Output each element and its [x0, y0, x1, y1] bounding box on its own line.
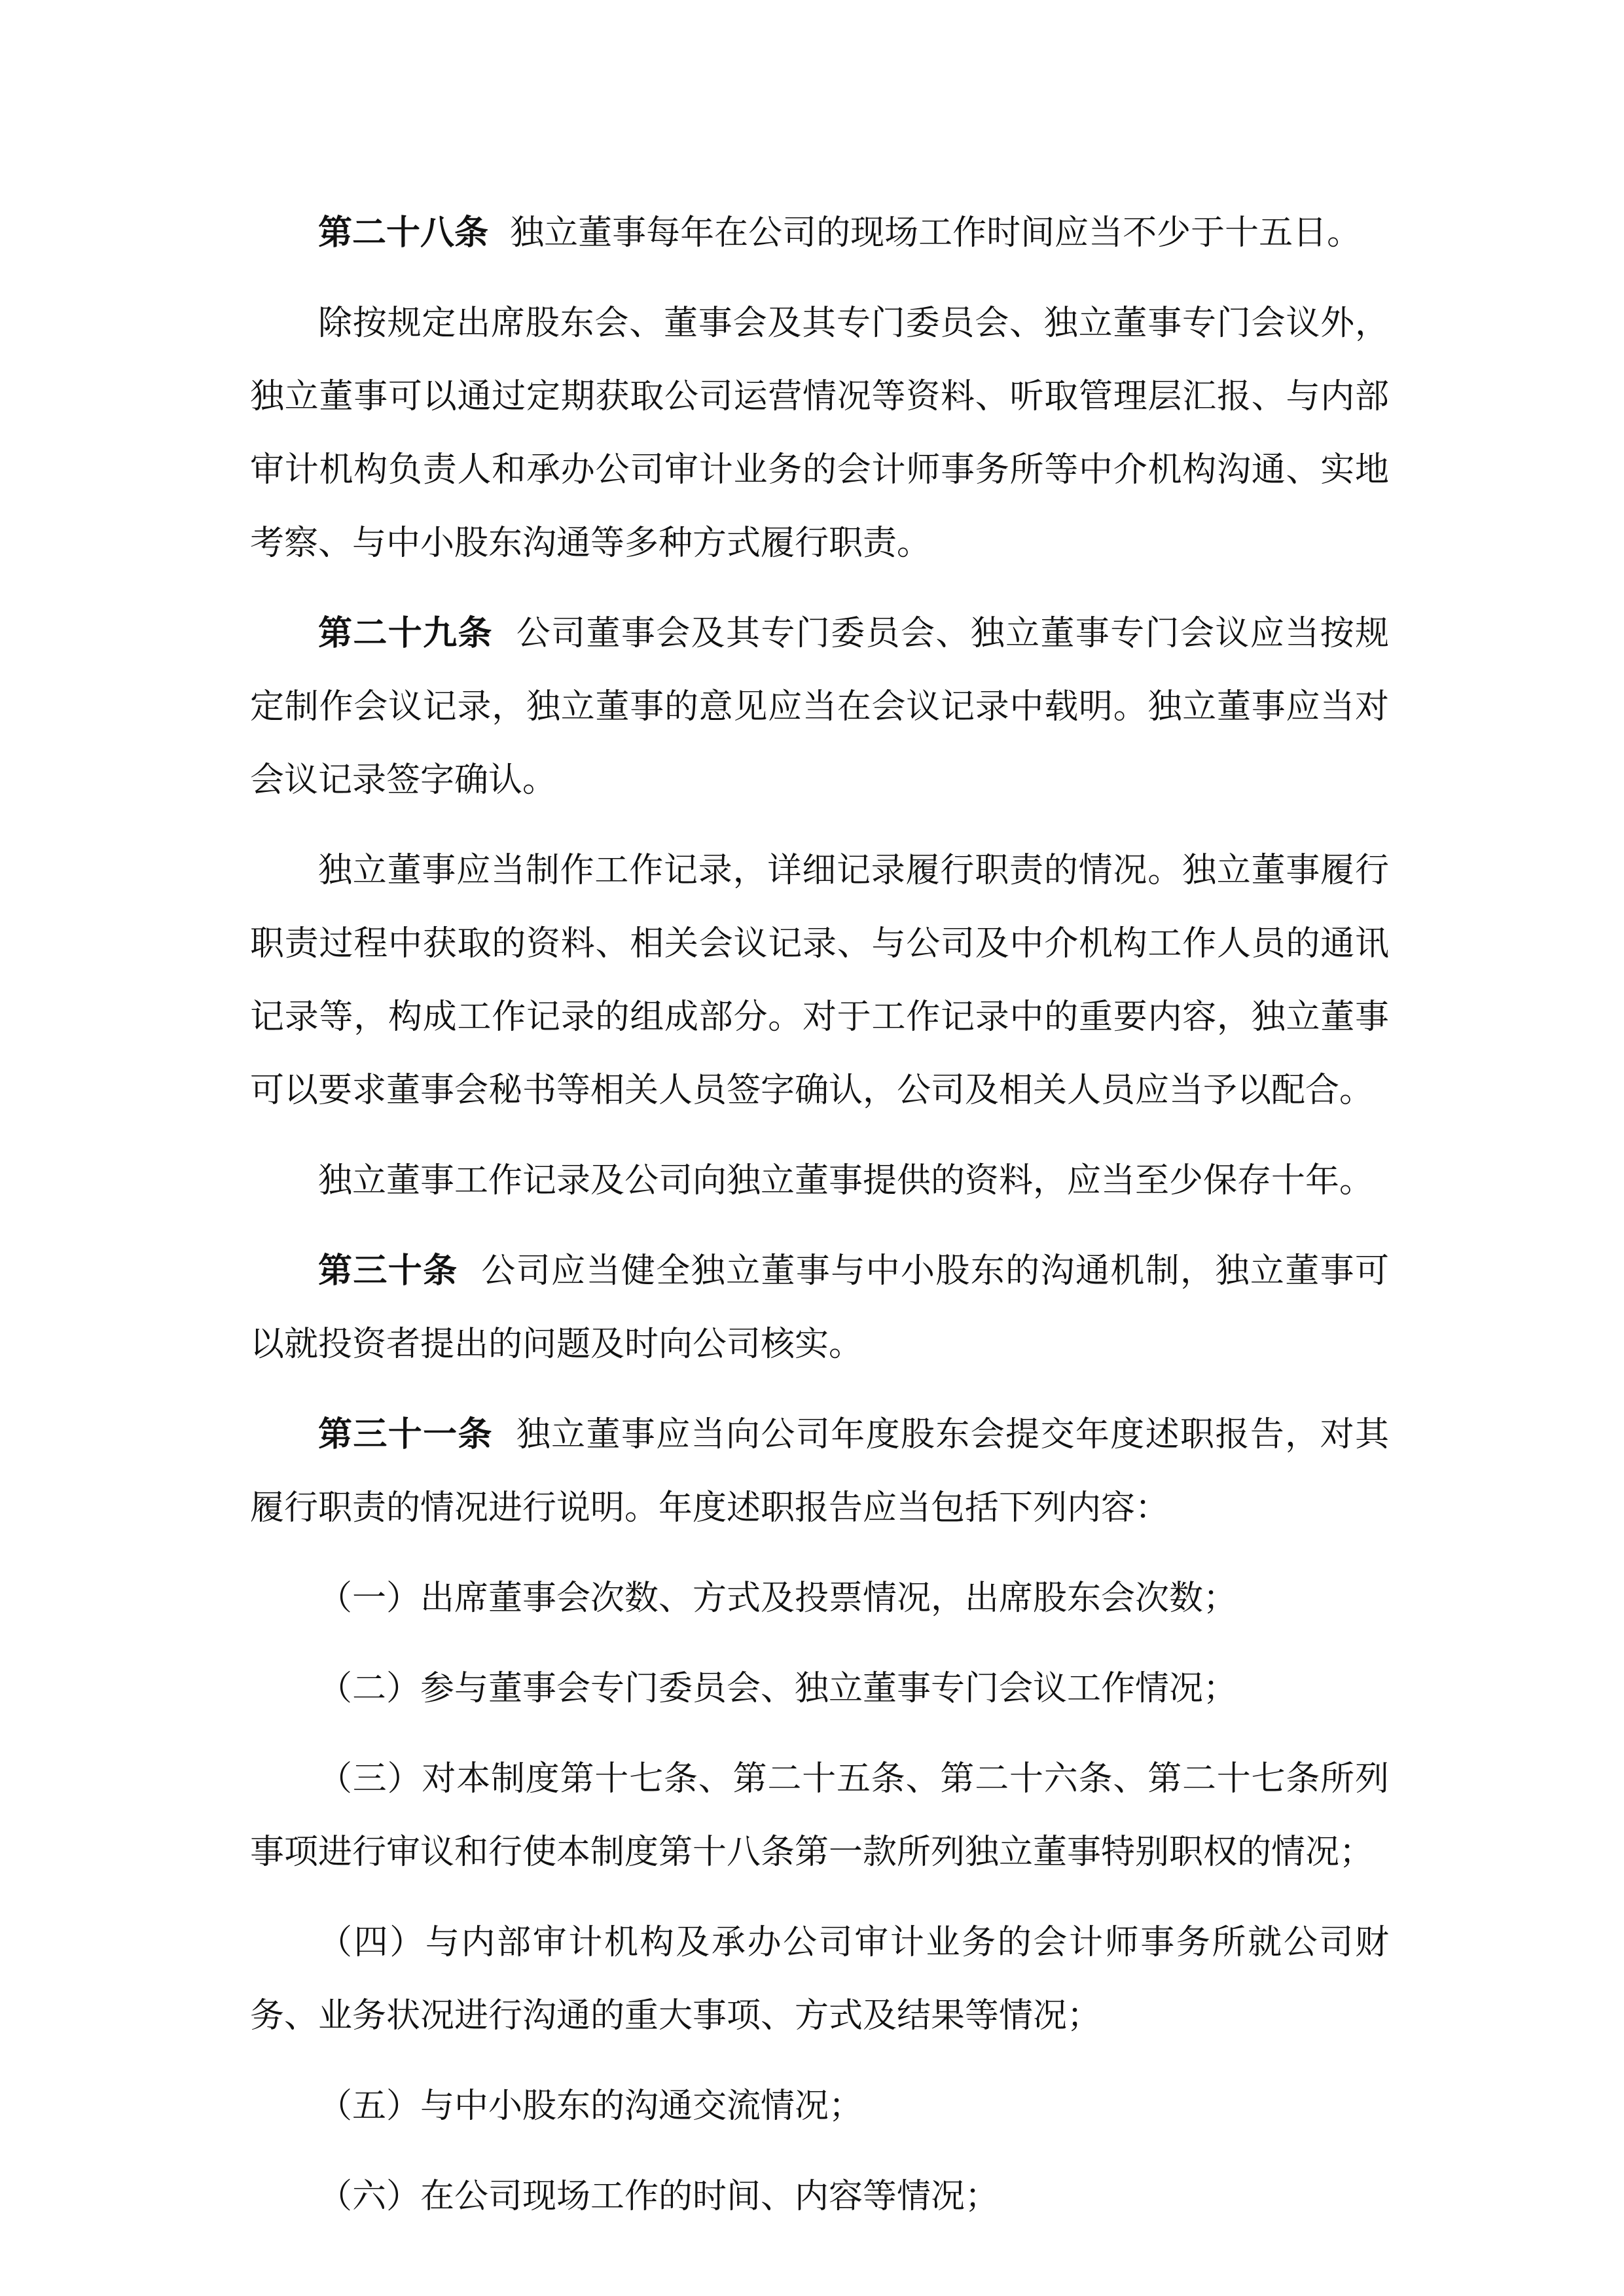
paragraph-text: 除按规定出席股东会、董事会及其专门委员会、独立董事专门会议外，独立董事可以通过定期获取公司运营情况等资料、听取管理层汇报、与内部审计机构负责人和承办公司审计业务的会计师事务所等中介机构沟通、实地考察、与中小股东沟通等多种方式履行职责。 — [250, 304, 1389, 563]
paragraph-text: 公司应当健全独立董事与中小股东的沟通机制，独立董事可以就投资者提出的问题及时向公司核实。 — [250, 1251, 1389, 1364]
document-body — [250, 196, 1389, 2250]
list-item — [250, 1562, 1389, 1635]
paragraph-text: 独立董事每年在公司的现场工作时间应当不少于十五日。 — [510, 213, 1362, 253]
list-item-text: （三）对本制度第十七条、第二十五条、第二十六条、第二十七条所列事项进行审议和行使本制度第十八条第一款所列独立董事特别职权的情况； — [250, 1759, 1389, 1872]
list-item-text: （六）在公司现场工作的时间、内容等情况； — [318, 2177, 1000, 2216]
list-item-text: （四）与内部审计机构及承办公司审计业务的会计师事务所就公司财务、业务状况进行沟通的重大事项、方式及结果等情况； — [250, 1923, 1389, 2036]
paragraph-text: 独立董事应当向公司年度股东会提交年度述职报告，对其履行职责的情况进行说明。年度述职报告应当包括下列内容： — [250, 1415, 1389, 1528]
article-heading: 第三十一条 — [318, 1415, 493, 1454]
list-item — [250, 1652, 1389, 1725]
body-paragraph — [250, 1144, 1389, 1217]
article-31-paragraph — [250, 1398, 1389, 1545]
article-30-paragraph — [250, 1234, 1389, 1381]
list-item — [250, 1742, 1389, 1889]
body-paragraph — [250, 287, 1389, 580]
paragraph-text: 独立董事工作记录及公司向独立董事提供的资料，应当至少保存十年。 — [318, 1161, 1374, 1200]
list-item — [250, 1906, 1389, 2053]
paragraph-text: 独立董事应当制作工作记录，详细记录履行职责的情况。独立董事履行职责过程中获取的资料、相关会议记录、与公司及中介机构工作人员的通讯记录等，构成工作记录的组成部分。对于工作记录中的重要内容，独立董事可以要求董事会秘书等相关人员签字确认，公司及相关人员应当予以配合。 — [250, 851, 1389, 1110]
list-item — [250, 2070, 1389, 2143]
article-heading: 第二十八条 — [318, 213, 489, 253]
article-heading: 第三十条 — [318, 1251, 458, 1291]
paragraph-text: 公司董事会及其专门委员会、独立董事专门会议应当按规定制作会议记录，独立董事的意见应当在会议记录中载明。独立董事应当对会议记录签字确认。 — [250, 614, 1389, 800]
body-paragraph — [250, 834, 1389, 1127]
article-heading: 第二十九条 — [318, 614, 493, 653]
list-item-text: （二）参与董事会专门委员会、独立董事专门会议工作情况； — [318, 1669, 1238, 1708]
article-28-paragraph — [250, 196, 1389, 270]
list-item-text: （五）与中小股东的沟通交流情况； — [318, 2087, 863, 2126]
list-item — [250, 2160, 1389, 2233]
article-29-paragraph — [250, 597, 1389, 817]
list-item-text: （一）出席董事会次数、方式及投票情况，出席股东会次数； — [318, 1579, 1238, 1618]
